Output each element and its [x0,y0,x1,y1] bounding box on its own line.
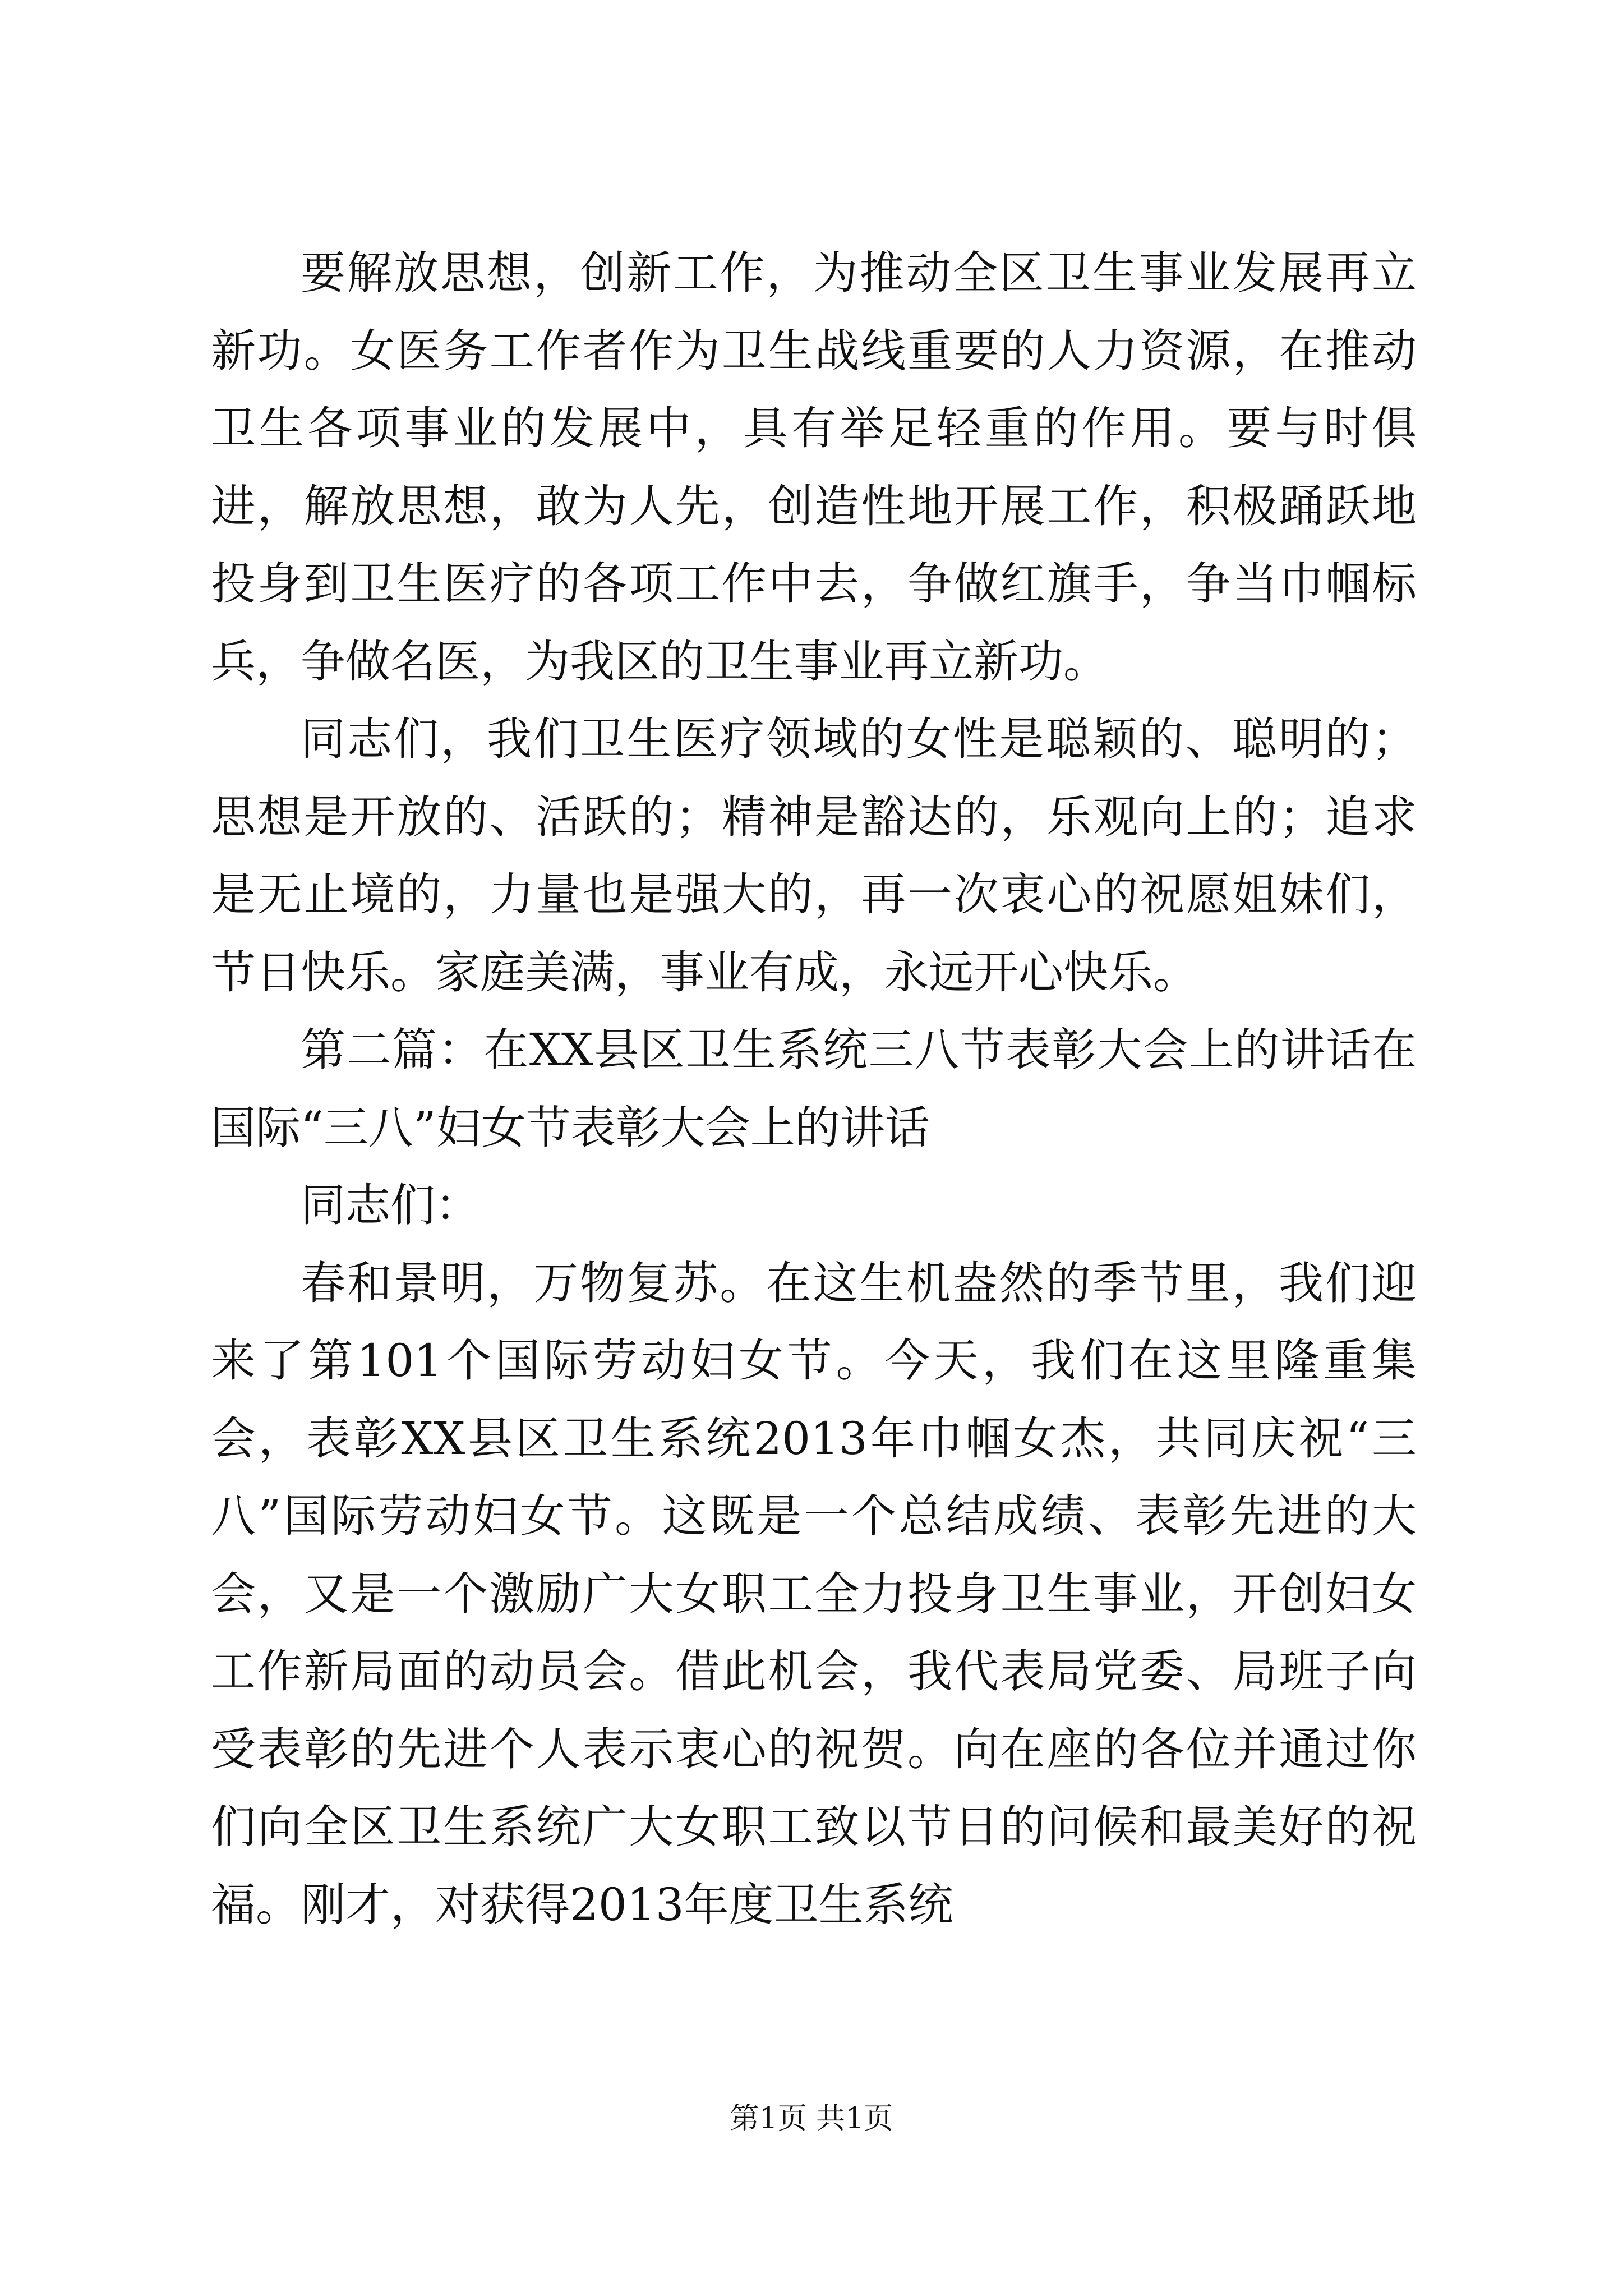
paragraph-commitment: 要解放思想，创新工作，为推动全区卫生事业发展再立新功。女医务工作者作为卫生战线重要的人力资源，在推动卫生各项事业的发展中，具有举足轻重的作用。要与时俱进，解放思想，敢为人先，创造性地开展工作，积极踊跃地投身到卫生医疗的各项工作中去，争做红旗手，争当巾帼标兵，争做名医，为我区的卫生事业再立新功。 [211,247,1417,688]
paragraph-opening-speech: 春和景明，万物复苏。在这生机盎然的季节里，我们迎来了第101个国际劳动妇女节。今天，我们在这里隆重集会，表彰XX县区卫生系统2013年巾帼女杰，共同庆祝“三八”国际劳动妇女节。这既是一个总结成绩、表彰先进的大会，又是一个激励广大女职工全力投身卫生事业，开创妇女工作新局面的动员会。借此机会，我代表局党委、局班子向受表彰的先进个人表示衷心的祝贺。向在座的各位并通过你们向全区卫生系统广大女职工致以节日的问候和最美好的祝福。刚才，对获得2013年度卫生系统 [211,1257,1417,1931]
paragraph-salutation: 同志们： [301,1179,480,1231]
page-number-footer: 第1页 共1页 [730,2102,893,2136]
paragraph-closing-wishes: 同志们，我们卫生医疗领域的女性是聪颖的、聪明的；思想是开放的、活跃的；精神是豁达的，乐观向上的；追求是无止境的，力量也是强大的，再一次衷心的祝愿姐妹们，节日快乐。家庭美满，事业有成，永远开心快乐。 [211,713,1417,999]
document-body [211,234,1417,1944]
section-heading-second-part: 第二篇：在XX县区卫生系统三八节表彰大会上的讲话在国际“三八”妇女节表彰大会上的讲话 [211,1024,1417,1154]
